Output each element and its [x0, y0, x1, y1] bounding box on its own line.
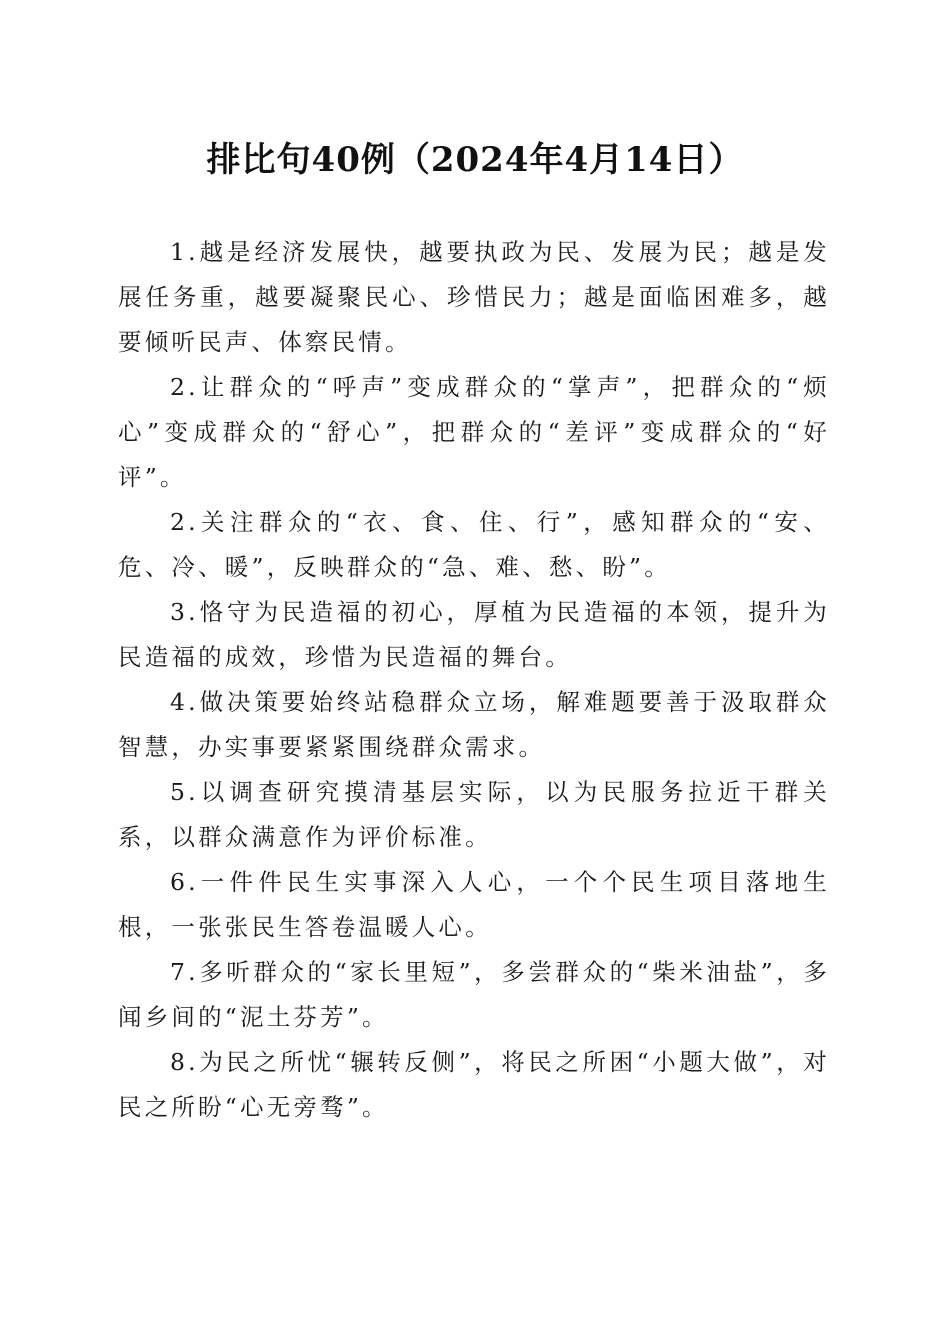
paragraph-8: 7.多听群众的“家长里短”，多尝群众的“柴米油盐”，多闻乡间的“泥土芬芳”。: [118, 958, 830, 1031]
paragraph-5: 4.做决策要始终站稳群众立场，解难题要善于汲取群众智慧，办实事要紧紧围绕群众需求。: [118, 688, 830, 761]
paragraph-6: 5.以调查研究摸清基层实际，以为民服务拉近干群关系，以群众满意作为评价标准。: [118, 778, 830, 851]
paragraph-4: 3.恪守为民造福的初心，厚植为民造福的本领，提升为民造福的成效，珍惜为民造福的舞台。: [118, 598, 830, 671]
document-body: [118, 230, 830, 1130]
paragraph-2: 2.让群众的“呼声”变成群众的“掌声”，把群众的“烦心”变成群众的“舒心”，把群众的“差评”变成群众的“好评”。: [118, 373, 830, 491]
paragraph-1: 1.越是经济发展快，越要执政为民、发展为民；越是发展任务重，越要凝聚民心、珍惜民力；越是面临困难多，越要倾听民声、体察民情。: [118, 238, 830, 356]
paragraph-7: 6.一件件民生实事深入人心，一个个民生项目落地生根，一张张民生答卷温暖人心。: [118, 868, 830, 941]
paragraph-3: 2.关注群众的“衣、食、住、行”，感知群众的“安、危、冷、暖”，反映群众的“急、难、愁、盼”。: [118, 508, 830, 581]
document-title: 排比句40例（2024年4月14日）: [206, 140, 744, 180]
paragraph-9: 8.为民之所忧“辗转反侧”，将民之所困“小题大做”，对民之所盼“心无旁骛”。: [118, 1048, 830, 1121]
